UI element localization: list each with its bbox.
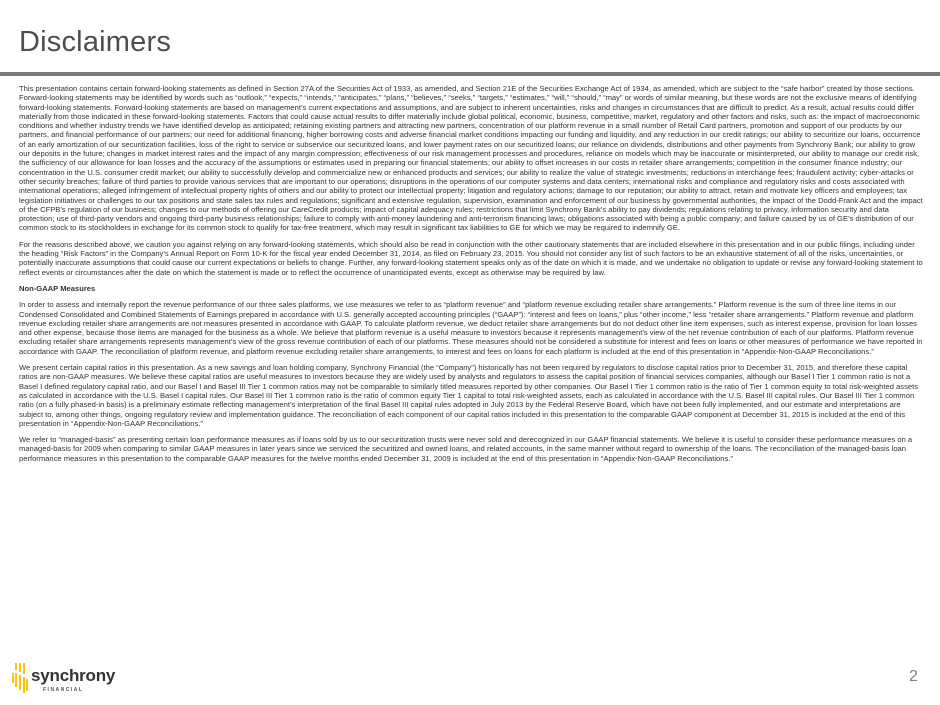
disclaimer-body [19,84,925,470]
page-title: Disclaimers [19,26,172,58]
logo-stripes-icon [12,663,28,693]
logo-brand-text: synchrony [31,666,116,685]
title-divider [0,72,940,76]
caution-paragraph: For the reasons described above, we caution you against relying on any forward-looking statements, which should also be read in conjunction with the other cautionary statements that are included elsewhere in this presentation and in our public filings, including under the heading “Risk Factors” in the Company’s Annual Report on Form 10-K for the fiscal year ended December 31, 2014, as filed on February 23, 2015. You should not consider any list of such factors to be an exhaustive statement of all of the risks, uncertainties, or potentially inaccurate assumptions that could cause our current expectations or beliefs to change. Further, any forward-looking statement speaks only as of the date on which it is made, and we undertake no obligation to update or revise any forward-looking statement to reflect events or circumstances after the date on which the statement is made or to reflect the occurrence of unanticipated events, except as otherwise may be required by law. [19,239,923,277]
page-number: 2 [909,668,918,685]
forward-looking-paragraph: This presentation contains certain forward-looking statements as defined in Section 27A of the Securities Act of 1933, as amended, and Section 21E of the Securities Exchange Act of 1934, as amended, which are subject to the “safe harbor” created by those sections. Forward-looking statements may be identified by words such as “outlook,” “expects,” “intends,” “anticipates,” “plans,” “believes,” “seeks,” “targets,” “estimates,” “will,” “should,” “may” or words of similar meaning, but these words are not the exclusive means of identifying forward-looking statements. Forward-looking statements are based on management’s current expectations and assumptions, and are subject to inherent uncertainties, risks and changes in circumstances that are difficult to predict. As a result, actual results could differ materially from those indicated in these forward-looking statements. Factors that could cause actual results to differ materially include global political, economic, business, competitive, market, regulatory and other factors and risks, such as: the impact of macroeconomic conditions and whether industry trends we have identified develop as anticipated; retaining existing partners and attracting new partners, concentration of our platform revenue in a small number of Retail Card partners, promotion and support of our products by our partners, and financial performance of our partners; our need for additional financing, higher borrowing costs and adverse financial market conditions impacting our funding and liquidity, and any reduction in our credit ratings; our ability to securitize our loans, occurrence of an early amortization of our securitization facilities, loss of the right to service or subservice our securitized loans, and lower payment rates on our securitized loans; our reliance on dividends, distributions and other payments from Synchrony Bank; our ability to grow our deposits in the future; changes in market interest rates and the impact of any margin compression; effectiveness of our risk management processes and procedures, reliance on models which may be inaccurate or misinterpreted, our ability to manage our credit risk, the sufficiency of our allowance for loan losses and the accuracy of the assumptions or estimates used in preparing our financial statements; our ability to offset increases in our costs in retailer share arrangements; competition in the consumer finance industry; our concentration in the U.S. consumer credit market; our ability to successfully develop and commercialize new or enhanced products and services; our ability to realize the value of strategic investments; reductions in interchange fees; fraudulent activity; cyber-attacks or other security breaches; failure of third parties to provide various services that are important to our operations; disruptions in the operations of our computer systems and data centers; international risks and compliance and regulatory risks and costs associated with international operations; alleged infringement of intellectual property rights of others and our ability to protect our intellectual property; litigation and regulatory actions; damage to our reputation; our ability to attract, retain and motivate key officers and employees; tax legislation initiatives or challenges to our tax positions and state sales tax rules and regulations; significant and extensive regulation, supervision, examination and enforcement of our business by governmental authorities, the impact of the Dodd-Frank Act and the impact of the CFPB’s regulation of our business; changes to our methods of offering our CareCredit products; impact of capital adequacy rules; restrictions that limit Synchrony Bank’s ability to pay dividends; regulations relating to privacy, information security and data protection; use of third-party vendors and ongoing third-party business relationships; failure to comply with anti-money laundering and anti-terrorism financing laws; obligations associated with being a public company; and failure caused by us of GE’s distribution of our common stock to its stockholders in exchange for its common stock to qualify for tax-free treatment, which may result in significant tax liabilities to GE for which we may be required to indemnify GE. [19,84,923,233]
synchrony-logo [12,663,116,699]
non-gaap-heading: Non-GAAP Measures [19,283,96,293]
managed-basis-paragraph: We refer to “managed-basis” as presenting certain loan performance measures as if loans sold by us to our securitization trusts were never sold and derecognized in our GAAP financial statements. We believe it is useful to consider these performance measures on a managed-basis for 2009 when comparing to similar GAAP measures in later years since we serviced the securitized and owned loans, and related accounts, in the same manner without regard to ownership of the loans. The reconciliation of the managed-basis loan performance measures in this presentation to the comparable GAAP measures for the twelve months ended December 31, 2009 is included at the end of this presentation in “Appendix-Non-GAAP Reconciliations.” [19,435,913,463]
platform-revenue-paragraph: In order to assess and internally report the revenue performance of our three sales platforms, we use measures we refer to as “platform revenue” and “platform revenue excluding retailer share arrangements.” Platform revenue is the sum of three line items in our Condensed Consolidated and Combined Statements of Earnings prepared in accordance with U.S. generally accepted accounting principles (“GAAP”): “interest and fees on loans,” plus “other income,” less “retailer share arrangements.” Platform revenue and platform revenue excluding retailer share arrangements are not measures presented in accordance with GAAP. To calculate platform revenue, we deduct retailer share arrangements but do not deduct other line item expenses, such as interest expense, provision for loan losses and other expense, because those items are managed for the business as a whole. We believe that platform revenue is a useful measure to investors because it represents management’s view of the net revenue contribution of each of our platforms. Platform revenue excluding retailer share arrangements represents management’s view of the gross revenue contribution of each of our platforms. These measures should not be considered a substitute for interest and fees on loans or other measures of performance we have reported in accordance with GAAP. The reconciliation of platform revenue, and platform revenue excluding retailer share arrangements, to interest and fees on loans for each platform is included at the end of this presentation in “Appendix-Non-GAAP Reconciliations.” [19,300,923,356]
logo-sub-text: FINANCIAL [43,687,84,693]
capital-ratios-paragraph: We present certain capital ratios in this presentation. As a new savings and loan holding company, Synchrony Financial (the “Company”) historically has not been required by regulators to disclose capital ratios prior to December 31, 2015, and therefore these capital ratios are non-GAAP measures. We believe these capital ratios are useful measures to investors because they are widely used by analysts and regulators to assess the capital position of financial services companies, although our Basel I Tier 1 common ratio is not a Basel I defined regulatory capital ratio, and our Basel I and Basel III Tier 1 common ratios may not be comparable to similarly titled measures reported by other companies. Our Basel I Tier 1 common ratio is the ratio of Tier 1 common equity to total risk-weighted assets as calculated in accordance with the U.S. Basel I capital rules. Our Basel III Tier 1 common ratio is the ratio of common equity Tier 1 capital to total risk-weighted assets, each as calculated in accordance with the U.S. Basel III capital rules. Our Basel III Tier 1 common ratio (on a fully phased-in basis) is a preliminary estimate reflecting management’s interpretation of the final Basel III capital rules adopted in July 2013 by the Federal Reserve Board, which have not been fully implemented, and our estimate and interpretations are subject to, among other things, ongoing regulatory review and implementation guidance. The reconciliation of each component of our capital ratios included in this presentation to the comparable GAAP component at December 31, 2015 is included at the end of this presentation in “Appendix-Non-GAAP Reconciliations.” [19,363,919,428]
